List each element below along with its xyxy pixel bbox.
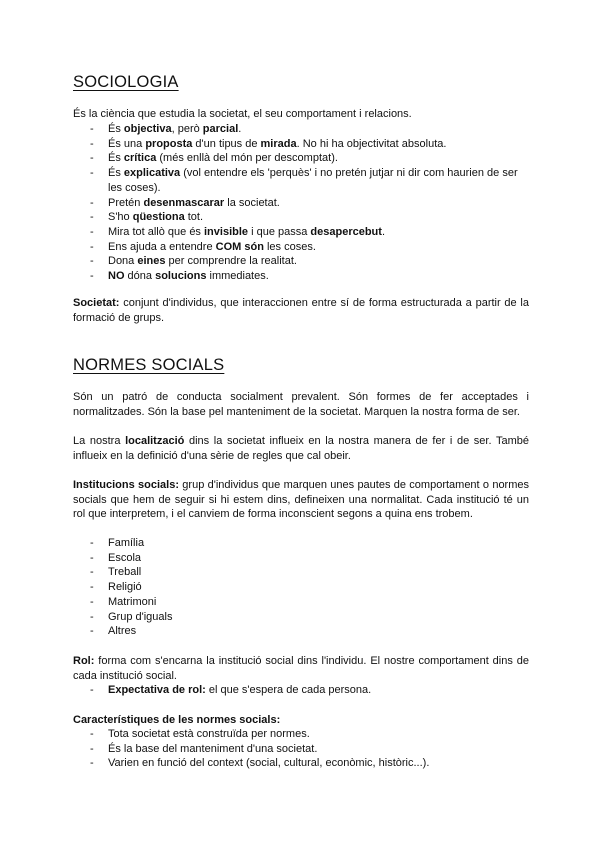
list-item [73,137,529,152]
bold-text: invisible [204,225,249,238]
list-item: - Escola [73,551,529,566]
sociologia-list [73,122,529,284]
text: i que passa [248,225,311,238]
bold-text: crítica [123,152,157,165]
text: dóna [124,270,156,283]
normes-paragraph-2 [73,434,529,463]
sociologia-intro: És la ciència que estudia la societat, el seu comportament i relacions. [73,108,412,120]
section-title-normes: NORMES SOCIALS [73,356,225,374]
list-item [73,151,529,166]
text: d'un tipus de [192,137,261,150]
rol-definition [73,654,529,683]
text: Ens ajuda a entendre [108,240,216,253]
text: És una [108,137,146,150]
list-item: - És la base del manteniment d'una societat. [73,742,529,757]
section-title-sociologia: SOCIOLOGIA [73,73,179,91]
societat-text: conjunt d'individus, que interaccionen entre sí de forma estructurada a partir de la formació de grups. [73,297,529,324]
p2-text-a: La nostra [73,435,126,447]
text: tot. [184,211,204,224]
text: per comprendre la realitat. [165,255,297,268]
p2-bold: localització [125,435,185,447]
institucions-list [73,536,529,639]
text: (vol entendre els 'perquès' i no pretén jutjar ni dir com haurien de ser les coses). [108,167,518,194]
list-item: - Tota societat està construïda per normes. [73,727,529,742]
institucions-text: grup d'individus que marquen unes pautes de comportament o normes socials que hem de seguir si hi estem dins, defineixen una normalitat. Cada institució té un rol que interpretem, i el canviem de forma inconscient segons a quina ens trobem. [73,479,529,521]
list-item [73,269,529,284]
list-item [73,240,529,255]
expectativa-text: el que s'espera de cada persona. [205,684,372,696]
text: Dona [108,255,138,268]
list-item: - Matrimoni [73,595,529,610]
bold-text: desapercebut [310,225,382,238]
list-item [73,254,529,269]
list-item: - Altres [73,624,529,639]
text: . No hi ha objectivitat absoluta. [296,137,447,150]
text: les coses. [263,240,316,253]
list-item [73,210,529,225]
rol-list [73,683,529,698]
text: , però [171,123,203,135]
list-item: - Varien en funció del context (social, cultural, econòmic, històric...). [73,756,529,771]
text: És [108,123,124,135]
societat-definition [73,296,529,325]
caracteristiques-heading: Característiques de les normes socials: [73,714,281,726]
list-item [73,225,529,240]
bold-text: NO [108,270,125,283]
bold-text: proposta [145,137,193,150]
caracteristiques-title [73,713,529,728]
bold-text: eines [137,255,166,268]
expectativa-label: Expectativa de rol: [108,684,206,696]
bold-text: desenmascarar [143,196,225,209]
bold-text: COM són [215,240,264,253]
rol-text: forma com s'encarna la institució social dins l'individu. El nostre comportament dins de cada institució social. [73,655,529,682]
bold-text: objectiva [123,123,172,135]
list-item [73,166,529,195]
list-item [73,122,529,137]
bold-text: mirada [260,137,297,150]
institucions-definition [73,478,529,522]
bold-text: explicativa [123,167,181,180]
bold-text: qüestiona [132,211,185,224]
p2-text-b: dins la societat influeix en la nostra manera de fer i de ser. També influeix en la definició d'una sèrie de regles que cal obeir. [73,435,529,462]
bold-text: parcial [202,123,239,135]
list-item [73,683,529,698]
list-item: - Religió [73,580,529,595]
list-item: - Treball [73,565,529,580]
text: immediates. [206,270,269,283]
list-item: - Grup d'iguals [73,610,529,625]
text: És [108,167,124,180]
bold-text: solucions [155,270,207,283]
text: S'ho [108,211,133,224]
caracteristiques-list [73,727,529,771]
societat-label: Societat: [73,297,120,309]
rol-label: Rol: [73,655,95,667]
list-item: - Família [73,536,529,551]
text: (més enllà del món per descomptat). [156,152,338,165]
text: la societat. [224,196,280,209]
list-item [73,196,529,211]
text: Mira tot allò que és [108,225,204,238]
text: . [238,123,242,135]
normes-paragraph-1: Són un patró de conducta socialment prevalent. Són formes de fer acceptades i normalitzades. Són la base pel manteniment de la societat. Marquen la nostra forma de ser. [73,391,529,418]
text: És [108,152,124,165]
text: . [381,225,385,238]
institucions-label: Institucions socials: [73,479,179,491]
text: Pretén [108,196,144,209]
